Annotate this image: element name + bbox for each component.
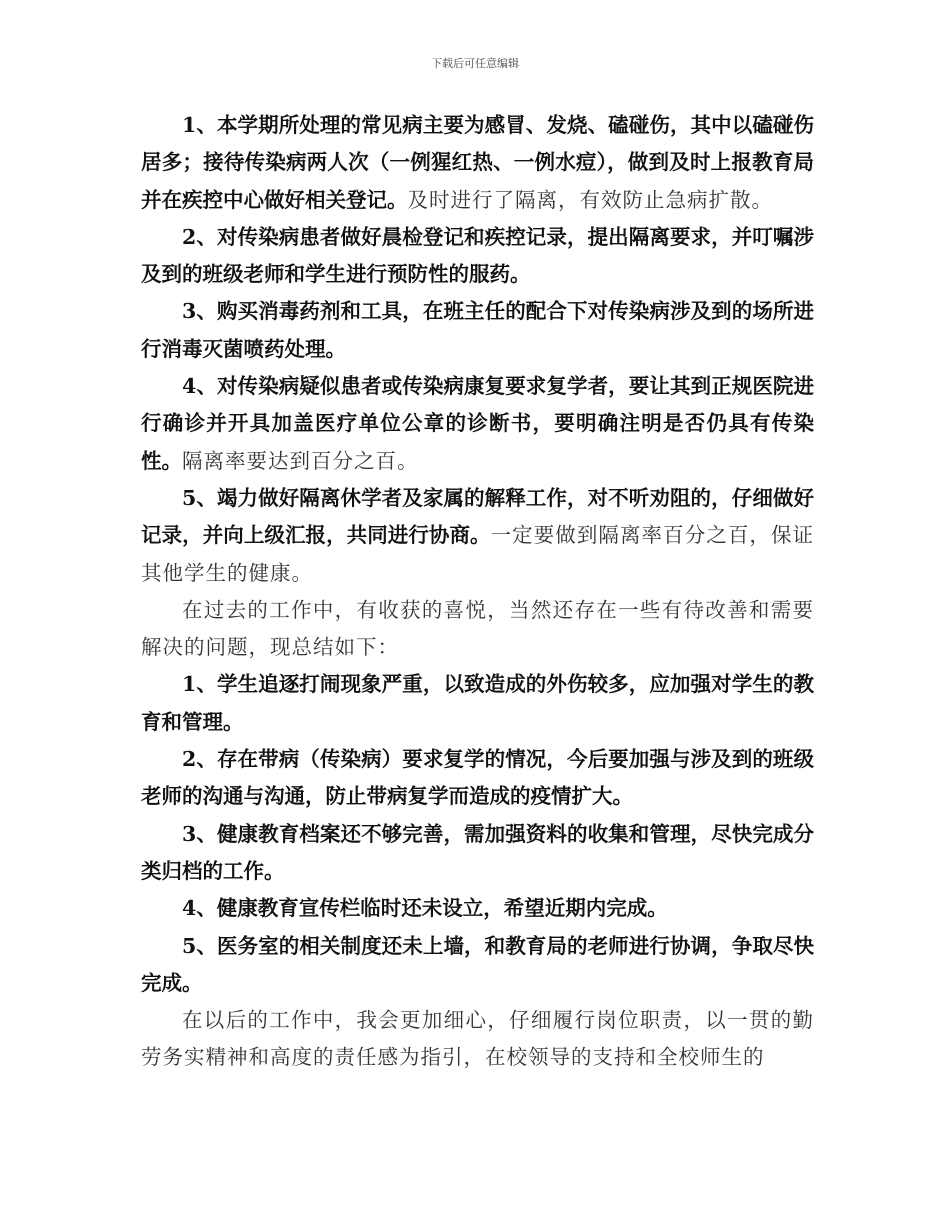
problem-4-bold: 4、健康教育宣传栏临时还未设立，希望近期内完成。 [182,896,668,921]
problem-1-bold: 1、学生追逐打闹现象严重，以致造成的外伤较多，应加强对学生的教育和管理。 [141,672,814,734]
problem-4 [141,890,814,927]
paragraph-5-regular: 一定要做到隔离率百分之百，保证其他学生的健康。 [141,523,815,585]
paragraph-3-bold: 3、购买消毒药剂和工具，在班主任的配合下对传染病涉及到的场所进行消毒灭菌喷药处理。 [141,299,814,361]
paragraph-5 [141,480,814,592]
paragraph-summary-intro: 在过去的工作中，有收获的喜悦，当然还存在一些有待改善和需要解决的问题，现总结如下： [141,597,814,660]
problem-3 [141,816,814,891]
paragraph-conclusion: 在以后的工作中，我会更加细心，仔细履行岗位职责，以一贯的勤劳务实精神和高度的责任感为指引，在校领导的支持和全校师生的 [141,1008,814,1070]
problem-5 [141,928,814,1003]
problem-2 [141,741,814,816]
paragraph-5-bold: 5、竭力做好隔离休学者及家属的解释工作，对不听劝阻的，仔细做好记录，并向上级汇报，共同进行协商。 [141,485,814,548]
document-body [141,107,814,1077]
problem-2-bold: 2、存在带病（传染病）要求复学的情况，今后要加强与涉及到的班级老师的沟通与沟通，防止带病复学而造成的疫情扩大。 [141,747,814,809]
problem-1 [141,666,814,741]
paragraph-1 [141,107,814,219]
problem-5-bold: 5、医务室的相关制度还未上墙，和教育局的老师进行协调，争取尽快完成。 [141,933,814,995]
paragraph-1-regular: 及时进行了隔离，有效防止急病扩散。 [407,187,773,212]
paragraph-1-bold: 1、本学期所处理的常见病主要为感冒、发烧、磕碰伤，其中以磕碰伤居多；接待传染病两人次（一例猩红热、一例水痘），做到及时上报教育局并在疾控中心做好相关登记。 [141,113,814,212]
paragraph-4 [141,368,814,480]
paragraph-2 [141,219,814,294]
paragraph-3 [141,293,814,368]
paragraph-4-bold: 4、对传染病疑似患者或传染病康复要求复学者，要让其到正规医院进行确诊并开具加盖医疗单位公章的诊断书，要明确注明是否仍具有传染性。 [141,374,814,473]
problem-3-bold: 3、健康教育档案还不够完善，需加强资料的收集和管理，尽快完成分类归档的工作。 [141,821,814,883]
paragraph-4-regular: 隔离率要达到百分之百。 [182,448,419,473]
page-header: 下载后可任意编辑 [431,57,519,70]
paragraph-2-bold: 2、对传染病患者做好晨检登记和疾控记录，提出隔离要求，并叮嘱涉及到的班级老师和学生进行预防性的服药。 [141,224,814,287]
